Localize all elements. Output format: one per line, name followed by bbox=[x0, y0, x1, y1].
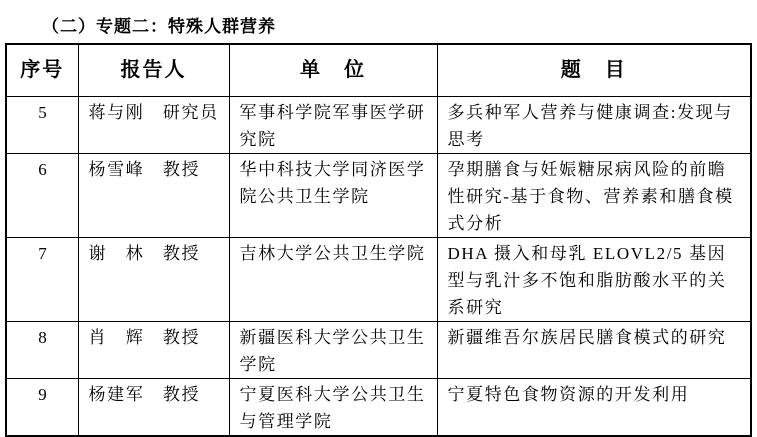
cell-no: 7 bbox=[6, 237, 78, 321]
table-header-row bbox=[6, 44, 751, 96]
cell-no: 5 bbox=[6, 96, 78, 153]
section-title: （二）专题二：特殊人群营养 bbox=[42, 17, 276, 36]
cell-unit: 华中科技大学同济医学院公共卫生学院 bbox=[229, 153, 437, 237]
cell-topic: DHA 摄入和母乳 ELOVL2/5 基因型与乳汁多不饱和脂肪酸水平的关系研究 bbox=[437, 237, 751, 321]
cell-topic: 孕期膳食与妊娠糖尿病风险的前瞻性研究-基于食物、营养素和膳食模式分析 bbox=[437, 153, 751, 237]
column-header-topic: 题 目 bbox=[437, 44, 751, 96]
cell-unit: 军事科学院军事医学研究院 bbox=[229, 96, 437, 153]
presentations-table bbox=[5, 43, 752, 437]
cell-reporter: 杨建军 教授 bbox=[78, 378, 229, 436]
cell-topic: 新疆维吾尔族居民膳食模式的研究 bbox=[437, 321, 751, 378]
cell-topic: 宁夏特色食物资源的开发利用 bbox=[437, 378, 751, 436]
cell-reporter: 谢 林 教授 bbox=[78, 237, 229, 321]
cell-unit: 宁夏医科大学公共卫生与管理学院 bbox=[229, 378, 437, 436]
cell-no: 6 bbox=[6, 153, 78, 237]
table-row bbox=[6, 378, 751, 436]
table-row bbox=[6, 237, 751, 321]
cell-no: 9 bbox=[6, 378, 78, 436]
column-header-no: 序号 bbox=[6, 44, 78, 96]
table-row bbox=[6, 153, 751, 237]
cell-reporter: 杨雪峰 教授 bbox=[78, 153, 229, 237]
cell-unit: 新疆医科大学公共卫生学院 bbox=[229, 321, 437, 378]
cell-reporter: 肖 辉 教授 bbox=[78, 321, 229, 378]
table-row bbox=[6, 321, 751, 378]
column-header-unit: 单 位 bbox=[229, 44, 437, 96]
table-row bbox=[6, 96, 751, 153]
cell-no: 8 bbox=[6, 321, 78, 378]
cell-unit: 吉林大学公共卫生学院 bbox=[229, 237, 437, 321]
cell-topic: 多兵种军人营养与健康调查:发现与思考 bbox=[437, 96, 751, 153]
column-header-reporter: 报告人 bbox=[78, 44, 229, 96]
cell-reporter: 蒋与刚 研究员 bbox=[78, 96, 229, 153]
